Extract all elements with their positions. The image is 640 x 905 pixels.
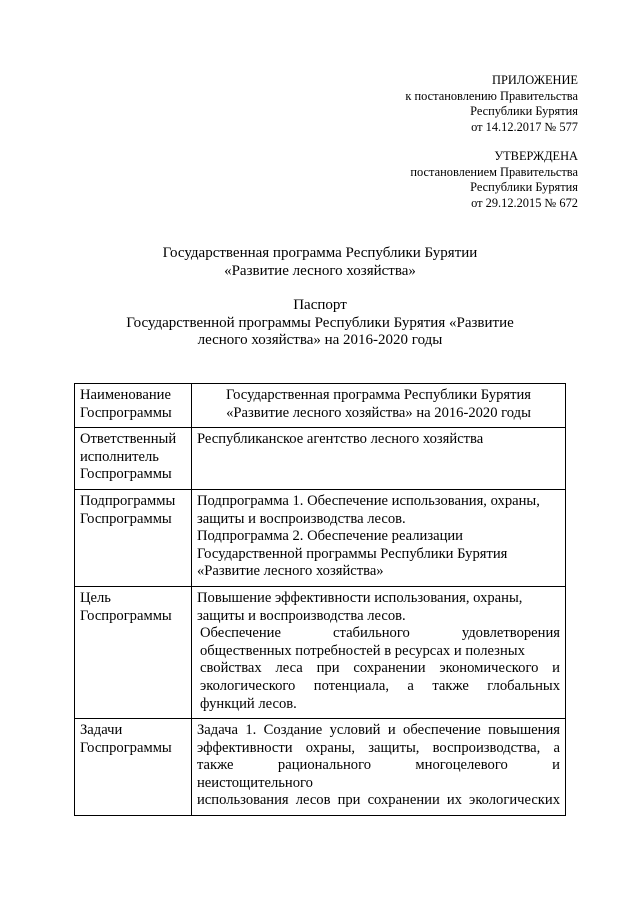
table-row [75, 489, 566, 586]
value-line: «Развитие лесного хозяйства» на 2016-2020 годы [226, 404, 531, 421]
value-line: общественных потребностей в ресурсах и полезных [200, 642, 525, 659]
passport-title-line: Государственной программы Республики Бурятия «Развитие [126, 314, 514, 331]
row-label [75, 428, 192, 490]
table-row [75, 719, 566, 816]
label-line: Наименование [80, 387, 171, 403]
value-line: защиты и воспроизводства лесов. [197, 510, 406, 527]
appendix-date: от 14.12.2017 № 577 [471, 119, 578, 134]
program-title-line: «Развитие лесного хозяйства» [224, 262, 416, 279]
value-line: Подпрограмма 2. Обеспечение реализации [197, 528, 463, 545]
value-line: также рационального многоцелевого и [197, 757, 560, 774]
passport-title [0, 297, 640, 350]
table-row [75, 586, 566, 718]
value-line: Задача 1. Создание условий и обеспечение повышения [197, 722, 560, 739]
passport-title-line: лесного хозяйства» на 2016-2020 годы [197, 332, 443, 349]
row-label [75, 586, 192, 718]
label-line: Госпрограммы [80, 739, 172, 756]
label-line: Госпрограммы [80, 607, 172, 624]
value-line: эффективности охраны, защиты, воспроизводства, а [197, 739, 560, 756]
value-line: Республиканское агентство лесного хозяйства [197, 431, 484, 448]
value-line: неистощительного [197, 774, 313, 791]
value-line: Государственная программа Республики Бурятия [225, 387, 531, 403]
passport-title-line: Паспорт [293, 297, 347, 313]
appendix-block [405, 73, 578, 135]
row-value [192, 586, 566, 718]
row-label [75, 384, 192, 428]
value-line: Подпрограмма 1. Обеспечение использования, охраны, [197, 492, 540, 509]
value-line: Государственной программы Республики Бурятия [197, 545, 508, 562]
approved-line: Республики Бурятия [470, 180, 578, 195]
row-value [192, 489, 566, 586]
approved-title: УТВЕРЖДЕНА [494, 149, 578, 163]
row-label [75, 719, 192, 816]
appendix-title: ПРИЛОЖЕНИЕ [492, 73, 578, 87]
value-line: защиты и воспроизводства лесов. [197, 607, 406, 624]
appendix-line: к постановлению Правительства [405, 88, 578, 103]
value-line: «Развитие лесного хозяйства» [197, 563, 384, 580]
approved-block [410, 149, 578, 211]
label-line: Госпрограммы [80, 510, 172, 527]
program-title [0, 245, 640, 280]
approved-line: постановлением Правительства [410, 164, 578, 179]
appendix-line: Республики Бурятия [470, 104, 578, 119]
label-line: Цель [80, 589, 111, 606]
value-line: функций лесов. [200, 695, 297, 712]
value-line: экологического потенциала, а также глобальных [200, 677, 560, 694]
row-value [192, 719, 566, 816]
passport-table [74, 383, 566, 816]
row-value [192, 384, 566, 428]
program-title-line: Государственная программа Республики Бурятии [162, 245, 478, 261]
value-line: свойствах леса при сохранении экономического и [200, 660, 560, 677]
label-line: Подпрограммы [80, 492, 176, 509]
label-line: исполнитель [80, 448, 159, 465]
label-line: Ответственный [80, 431, 177, 448]
table-row [75, 384, 566, 428]
value-line: использования лесов при сохранении их экологических [197, 792, 560, 809]
row-label [75, 489, 192, 586]
row-value [192, 428, 566, 490]
table-row [75, 428, 566, 490]
label-line: Госпрограммы [80, 466, 172, 483]
approved-date: от 29.12.2015 № 672 [471, 195, 578, 210]
label-line: Задачи [80, 722, 123, 739]
label-line: Госпрограммы [80, 404, 172, 421]
value-line: Повышение эффективности использования, охраны, [197, 589, 523, 606]
value-line: Обеспечение стабильного удовлетворения [200, 625, 560, 642]
